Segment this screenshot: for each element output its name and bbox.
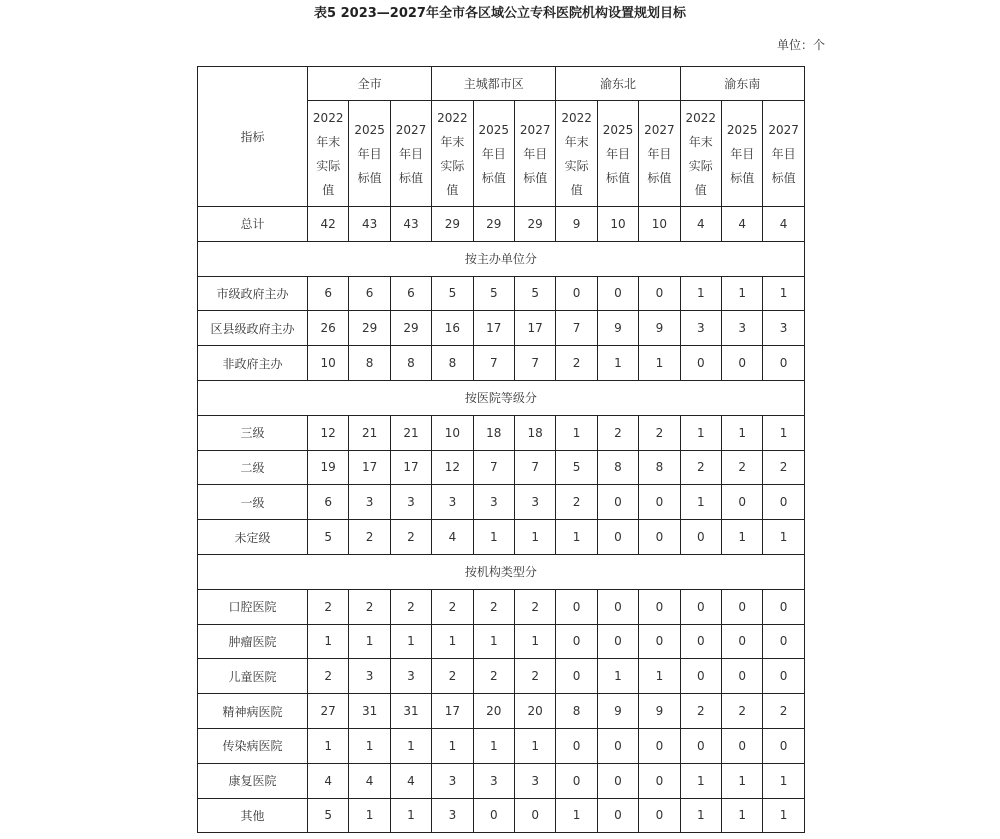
value-cell: 21 <box>390 415 431 450</box>
value-cell: 3 <box>514 485 555 520</box>
table-title: 表5 2023—2027年全市各区域公立专科医院机构设置规划目标 <box>314 6 686 21</box>
value-cell: 0 <box>556 728 597 763</box>
value-cell: 1 <box>556 520 597 555</box>
row-label: 三级 <box>198 415 308 450</box>
table-row <box>198 415 805 450</box>
value-cell: 1 <box>390 728 431 763</box>
value-cell: 12 <box>308 415 349 450</box>
value-cell: 0 <box>722 346 763 381</box>
value-cell: 43 <box>390 207 431 242</box>
value-cell: 1 <box>639 659 680 694</box>
value-cell: 3 <box>349 485 390 520</box>
value-cell: 2 <box>308 659 349 694</box>
value-cell: 3 <box>722 311 763 346</box>
value-cell: 9 <box>556 207 597 242</box>
value-cell: 42 <box>308 207 349 242</box>
value-cell: 1 <box>390 624 431 659</box>
value-cell: 0 <box>680 589 721 624</box>
table-row <box>198 276 805 311</box>
value-cell: 1 <box>763 276 804 311</box>
value-cell: 43 <box>349 207 390 242</box>
year-header: 2022 年末 实际 值 <box>308 101 349 207</box>
year-header: 2022 年末 实际 值 <box>556 101 597 207</box>
value-cell: 0 <box>680 624 721 659</box>
region-header-1: 主城都市区 <box>432 67 556 101</box>
value-cell: 1 <box>722 520 763 555</box>
year-header: 2025 年目 标值 <box>722 101 763 207</box>
value-cell: 8 <box>432 346 473 381</box>
value-cell: 0 <box>680 728 721 763</box>
value-cell: 5 <box>308 798 349 833</box>
value-cell: 1 <box>514 728 555 763</box>
value-cell: 5 <box>514 276 555 311</box>
table-row <box>198 346 805 381</box>
table-row <box>198 450 805 485</box>
value-cell: 0 <box>639 728 680 763</box>
value-cell: 4 <box>763 207 804 242</box>
row-label: 二级 <box>198 450 308 485</box>
row-label: 非政府主办 <box>198 346 308 381</box>
value-cell: 1 <box>349 728 390 763</box>
value-cell: 2 <box>722 450 763 485</box>
value-cell: 4 <box>308 763 349 798</box>
value-cell: 2 <box>639 415 680 450</box>
value-cell: 0 <box>722 485 763 520</box>
value-cell: 0 <box>680 659 721 694</box>
value-cell: 1 <box>763 415 804 450</box>
value-cell: 0 <box>597 798 638 833</box>
table-row <box>198 694 805 729</box>
year-header: 2027 年目 标值 <box>514 101 555 207</box>
value-cell: 6 <box>308 485 349 520</box>
value-cell: 2 <box>763 694 804 729</box>
value-cell: 31 <box>390 694 431 729</box>
value-cell: 2 <box>390 589 431 624</box>
value-cell: 1 <box>680 763 721 798</box>
value-cell: 4 <box>680 207 721 242</box>
value-cell: 2 <box>514 589 555 624</box>
value-cell: 1 <box>722 276 763 311</box>
value-cell: 0 <box>680 346 721 381</box>
value-cell: 18 <box>514 415 555 450</box>
value-cell: 1 <box>514 520 555 555</box>
value-cell: 2 <box>349 589 390 624</box>
value-cell: 2 <box>763 450 804 485</box>
value-cell: 0 <box>763 589 804 624</box>
year-header: 2027 年目 标值 <box>639 101 680 207</box>
value-cell: 1 <box>680 415 721 450</box>
section-row <box>198 380 805 415</box>
value-cell: 2 <box>680 450 721 485</box>
value-cell: 1 <box>597 659 638 694</box>
year-header: 2025 年目 标值 <box>473 101 514 207</box>
value-cell: 0 <box>597 763 638 798</box>
value-cell: 0 <box>597 485 638 520</box>
value-cell: 3 <box>432 798 473 833</box>
value-cell: 3 <box>349 659 390 694</box>
value-cell: 0 <box>639 589 680 624</box>
value-cell: 2 <box>680 694 721 729</box>
table-row <box>198 659 805 694</box>
value-cell: 4 <box>722 207 763 242</box>
value-cell: 0 <box>722 659 763 694</box>
value-cell: 0 <box>556 589 597 624</box>
value-cell: 21 <box>349 415 390 450</box>
value-cell: 29 <box>349 311 390 346</box>
value-cell: 1 <box>349 624 390 659</box>
value-cell: 0 <box>639 798 680 833</box>
value-cell: 1 <box>639 346 680 381</box>
table-row <box>198 624 805 659</box>
value-cell: 9 <box>597 694 638 729</box>
value-cell: 9 <box>639 311 680 346</box>
value-cell: 1 <box>308 728 349 763</box>
table-row <box>198 311 805 346</box>
year-header: 2022 年末 实际 值 <box>432 101 473 207</box>
value-cell: 1 <box>432 728 473 763</box>
value-cell: 29 <box>514 207 555 242</box>
table-row <box>198 520 805 555</box>
value-cell: 2 <box>308 589 349 624</box>
value-cell: 2 <box>597 415 638 450</box>
value-cell: 2 <box>473 589 514 624</box>
value-cell: 17 <box>432 694 473 729</box>
year-header: 2027 年目 标值 <box>763 101 804 207</box>
table-row <box>198 485 805 520</box>
planning-table <box>197 66 805 833</box>
value-cell: 0 <box>597 520 638 555</box>
value-cell: 3 <box>390 485 431 520</box>
region-header-3: 渝东南 <box>680 67 804 101</box>
value-cell: 3 <box>473 763 514 798</box>
table-row <box>198 798 805 833</box>
value-cell: 0 <box>722 589 763 624</box>
value-cell: 17 <box>390 450 431 485</box>
value-cell: 0 <box>680 520 721 555</box>
value-cell: 27 <box>308 694 349 729</box>
value-cell: 1 <box>390 798 431 833</box>
value-cell: 1 <box>680 485 721 520</box>
value-cell: 1 <box>473 624 514 659</box>
table-row <box>198 728 805 763</box>
value-cell: 5 <box>432 276 473 311</box>
value-cell: 17 <box>514 311 555 346</box>
value-cell: 3 <box>763 311 804 346</box>
value-cell: 2 <box>432 589 473 624</box>
value-cell: 7 <box>556 311 597 346</box>
year-header: 2027 年目 标值 <box>390 101 431 207</box>
value-cell: 5 <box>556 450 597 485</box>
value-cell: 9 <box>597 311 638 346</box>
value-cell: 7 <box>514 346 555 381</box>
value-cell: 31 <box>349 694 390 729</box>
value-cell: 29 <box>432 207 473 242</box>
section-header: 按医院等级分 <box>198 380 805 415</box>
value-cell: 1 <box>556 798 597 833</box>
value-cell: 1 <box>722 415 763 450</box>
value-cell: 1 <box>473 520 514 555</box>
row-label: 其他 <box>198 798 308 833</box>
region-header-2: 渝东北 <box>556 67 680 101</box>
value-cell: 8 <box>349 346 390 381</box>
value-cell: 4 <box>432 520 473 555</box>
value-cell: 7 <box>473 450 514 485</box>
value-cell: 1 <box>763 763 804 798</box>
value-cell: 20 <box>514 694 555 729</box>
value-cell: 0 <box>556 276 597 311</box>
value-cell: 0 <box>763 659 804 694</box>
year-header: 2025 年目 标值 <box>597 101 638 207</box>
table-row <box>198 207 805 242</box>
row-label: 传染病医院 <box>198 728 308 763</box>
row-label: 市级政府主办 <box>198 276 308 311</box>
year-header: 2025 年目 标值 <box>349 101 390 207</box>
value-cell: 9 <box>639 694 680 729</box>
value-cell: 0 <box>722 624 763 659</box>
row-label: 未定级 <box>198 520 308 555</box>
value-cell: 8 <box>639 450 680 485</box>
value-cell: 3 <box>390 659 431 694</box>
value-cell: 7 <box>473 346 514 381</box>
value-cell: 1 <box>514 624 555 659</box>
value-cell: 0 <box>639 763 680 798</box>
value-cell: 1 <box>722 798 763 833</box>
value-cell: 3 <box>473 485 514 520</box>
value-cell: 1 <box>308 624 349 659</box>
row-label: 口腔医院 <box>198 589 308 624</box>
value-cell: 5 <box>473 276 514 311</box>
value-cell: 0 <box>597 624 638 659</box>
value-cell: 2 <box>556 485 597 520</box>
value-cell: 3 <box>514 763 555 798</box>
value-cell: 8 <box>597 450 638 485</box>
value-cell: 0 <box>763 485 804 520</box>
table-row <box>198 589 805 624</box>
value-cell: 17 <box>473 311 514 346</box>
value-cell: 2 <box>349 520 390 555</box>
value-cell: 0 <box>763 624 804 659</box>
value-cell: 2 <box>556 346 597 381</box>
value-cell: 0 <box>556 659 597 694</box>
value-cell: 17 <box>349 450 390 485</box>
value-cell: 0 <box>473 798 514 833</box>
value-cell: 10 <box>308 346 349 381</box>
value-cell: 0 <box>763 346 804 381</box>
value-cell: 2 <box>390 520 431 555</box>
value-cell: 0 <box>763 728 804 763</box>
value-cell: 7 <box>514 450 555 485</box>
value-cell: 1 <box>349 798 390 833</box>
value-cell: 0 <box>639 276 680 311</box>
value-cell: 1 <box>432 624 473 659</box>
section-header: 按机构类型分 <box>198 554 805 589</box>
value-cell: 0 <box>639 520 680 555</box>
value-cell: 2 <box>473 659 514 694</box>
row-label: 精神病医院 <box>198 694 308 729</box>
value-cell: 6 <box>390 276 431 311</box>
value-cell: 0 <box>722 728 763 763</box>
value-cell: 26 <box>308 311 349 346</box>
row-label: 总计 <box>198 207 308 242</box>
section-row <box>198 554 805 589</box>
value-cell: 4 <box>390 763 431 798</box>
row-label: 康复医院 <box>198 763 308 798</box>
value-cell: 1 <box>473 728 514 763</box>
value-cell: 10 <box>639 207 680 242</box>
row-label: 肿瘤医院 <box>198 624 308 659</box>
row-label: 区县级政府主办 <box>198 311 308 346</box>
value-cell: 0 <box>597 589 638 624</box>
value-cell: 1 <box>556 415 597 450</box>
value-cell: 0 <box>597 728 638 763</box>
value-cell: 0 <box>556 624 597 659</box>
value-cell: 0 <box>556 763 597 798</box>
value-cell: 19 <box>308 450 349 485</box>
section-header: 按主办单位分 <box>198 241 805 276</box>
row-label: 儿童医院 <box>198 659 308 694</box>
value-cell: 5 <box>308 520 349 555</box>
value-cell: 1 <box>597 346 638 381</box>
value-cell: 4 <box>349 763 390 798</box>
value-cell: 3 <box>432 485 473 520</box>
value-cell: 1 <box>763 798 804 833</box>
value-cell: 1 <box>763 520 804 555</box>
value-cell: 16 <box>432 311 473 346</box>
region-header-0: 全市 <box>308 67 432 101</box>
value-cell: 12 <box>432 450 473 485</box>
value-cell: 0 <box>514 798 555 833</box>
value-cell: 1 <box>680 798 721 833</box>
year-header: 2022 年末 实际 值 <box>680 101 721 207</box>
value-cell: 2 <box>432 659 473 694</box>
value-cell: 3 <box>432 763 473 798</box>
table-row <box>198 763 805 798</box>
value-cell: 29 <box>473 207 514 242</box>
unit-label: 单位：个 <box>776 38 825 52</box>
value-cell: 1 <box>722 763 763 798</box>
value-cell: 0 <box>639 624 680 659</box>
value-cell: 10 <box>432 415 473 450</box>
value-cell: 8 <box>390 346 431 381</box>
value-cell: 1 <box>680 276 721 311</box>
value-cell: 8 <box>556 694 597 729</box>
section-row <box>198 241 805 276</box>
value-cell: 6 <box>349 276 390 311</box>
value-cell: 18 <box>473 415 514 450</box>
value-cell: 2 <box>514 659 555 694</box>
value-cell: 2 <box>722 694 763 729</box>
row-label: 一级 <box>198 485 308 520</box>
value-cell: 0 <box>597 276 638 311</box>
value-cell: 20 <box>473 694 514 729</box>
value-cell: 10 <box>597 207 638 242</box>
value-cell: 6 <box>308 276 349 311</box>
value-cell: 3 <box>680 311 721 346</box>
value-cell: 29 <box>390 311 431 346</box>
value-cell: 0 <box>639 485 680 520</box>
indicator-header: 指标 <box>198 67 308 207</box>
